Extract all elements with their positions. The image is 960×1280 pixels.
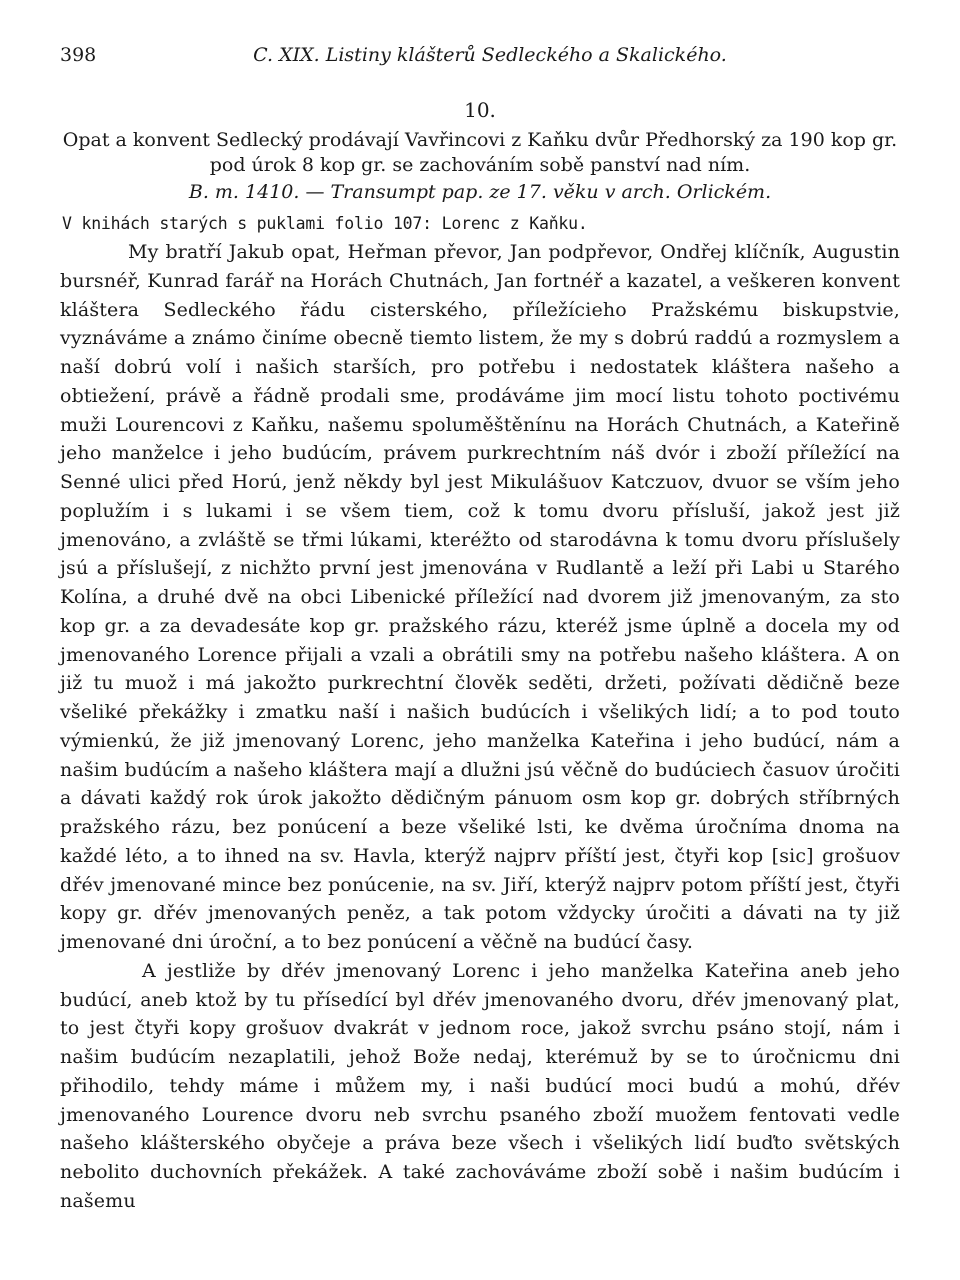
transumpt-note: Transumpt pap. ze 17. věku v arch. Orlickém. [330,181,772,203]
book-page [60,44,900,1216]
page-number: 398 [60,44,97,66]
body-paragraph-1: My bratří Jakub opat, Heřman převor, Jan podpřevor, Ondřej klíčník, Augustin bursnéř, Kunrad farář na Horách Chutnách, Jan fortnéř a kazatel, a veškeren konvent kláštera Sedleckého řádu cisterského, příležícieho Pražskému biskupstvie, vyznáváme a známo činíme obecně tiemto listem, že my s dobrú raddú a rozmyslem a naší dobrú volí i našich starších, pro potřebu i nedostatek kláštera našeho a obtiežení, právě a řádně prodali sme, prodáváme jim mocí listu tohoto poctivému muži Lourencovi z Kaňku, našemu spoluměštěnínu na Horách Chutnách, a Kateřině jeho manželce i jeho budúcím, právem purkrechtním náš dvór i zboží příležící na Senné ulici před Horú, jenž někdy byl jest Mikulášuov Katczuov, dvuor se vším jeho poplužím i s lukami i se všem tiem, což k tomu dvoru přísluší, jakož jest již jmenováno, a zvláště se třmi lúkami, kteréžto od starodávna k tomu dvoru příslušely jsú a příslušejí, z nichžto první jest jmenována v Rudlantě a leží při Labi u Starého Kolína, a druhé dvě na obci Libenické příležící nad dvorem již jmenovaným, za sto kop gr. a za devadesáte kop gr. pražského rázu, kteréž jsme úplně a docela my od jmenovaného Lorence přijali a vzali a obrátili smy na potřebu našeho kláštera. A on již tu muož i má jakožto purkrechtní člověk seděti, držeti, požívati dědičně beze všeliké překážky i zmatku naší i našich budúcích i všelikých lidí; a to pod touto výmienkú, že již jmenovaný Lorenc, jeho manželka Kateřina i jeho budúcí, nám a našim budúcím a našeho kláštera mají a dlužni jsú věčně do budúciech časuov úročiti a dávati každý rok úrok jakožto dědičným pánuom osm kop gr. dobrých stříbrných pražského rázu, bez ponúcení a beze všeliké lsti, ke dvěma úročníma dnoma na každé léto, a to ihned na sv. Havla, kterýž najprv příští jest, čtyři kop [sic] grošuov dřév jmenované mince bez ponúcenie, na sv. Jiří, kterýž najprv potom příští jest, čtyři kopy gr. dřév jmenovaných peněz, a tak potom vždycky úročiti a dávati na ty již jmenované dni úroční, a to bez ponúcení a věčně na budúcí časy. [60,241,900,953]
document-date: B. m. 1410. [188,181,300,203]
regest-summary: Opat a konvent Sedlecký prodávají Vavřincovi z Kaňku dvůr Předhorský za 190 kop gr. pod úrok 8 kop gr. se zachováním sobě panství nad ním. [62,129,898,176]
source-dash: — [305,181,325,203]
running-head [60,44,900,78]
body-paragraph-2: A jestliže by dřév jmenovaný Lorenc i jeho manželka Kateřina aneb jeho budúcí, aneb ktož by tu přísedící byl dřév jmenovaného dvoru, dřév jmenovaný plat, to jest čtyři kopy grošuov dvakrát v jednom roce, jakož svrchu psáno stojí, nám i našim budúcím nezaplatili, jehož Bože nedaj, kterémuž by se to úročnicmu dni přihodilo, tehdy máme i můžem my, i naši budúcí moci budú a mohú, dřév jmenovaného Lourence dvoru neb svrchu psaného zboží muožem fentovati vedle našeho klášterského obyčeje a práva beze všech i všelikých lidí buďto světských nebolito duchovních překážek. A také zachováváme zboží sobě i našim budúcím i našemu [60,959,900,1212]
running-title: C. XIX. Listiny klášterů Sedleckého a Skalického. [253,44,727,66]
provenance-note: V knihách starých s puklami folio 107: Lorenc z Kaňku. [62,214,588,233]
source-line [60,180,900,205]
document-number: 10. [464,98,496,122]
